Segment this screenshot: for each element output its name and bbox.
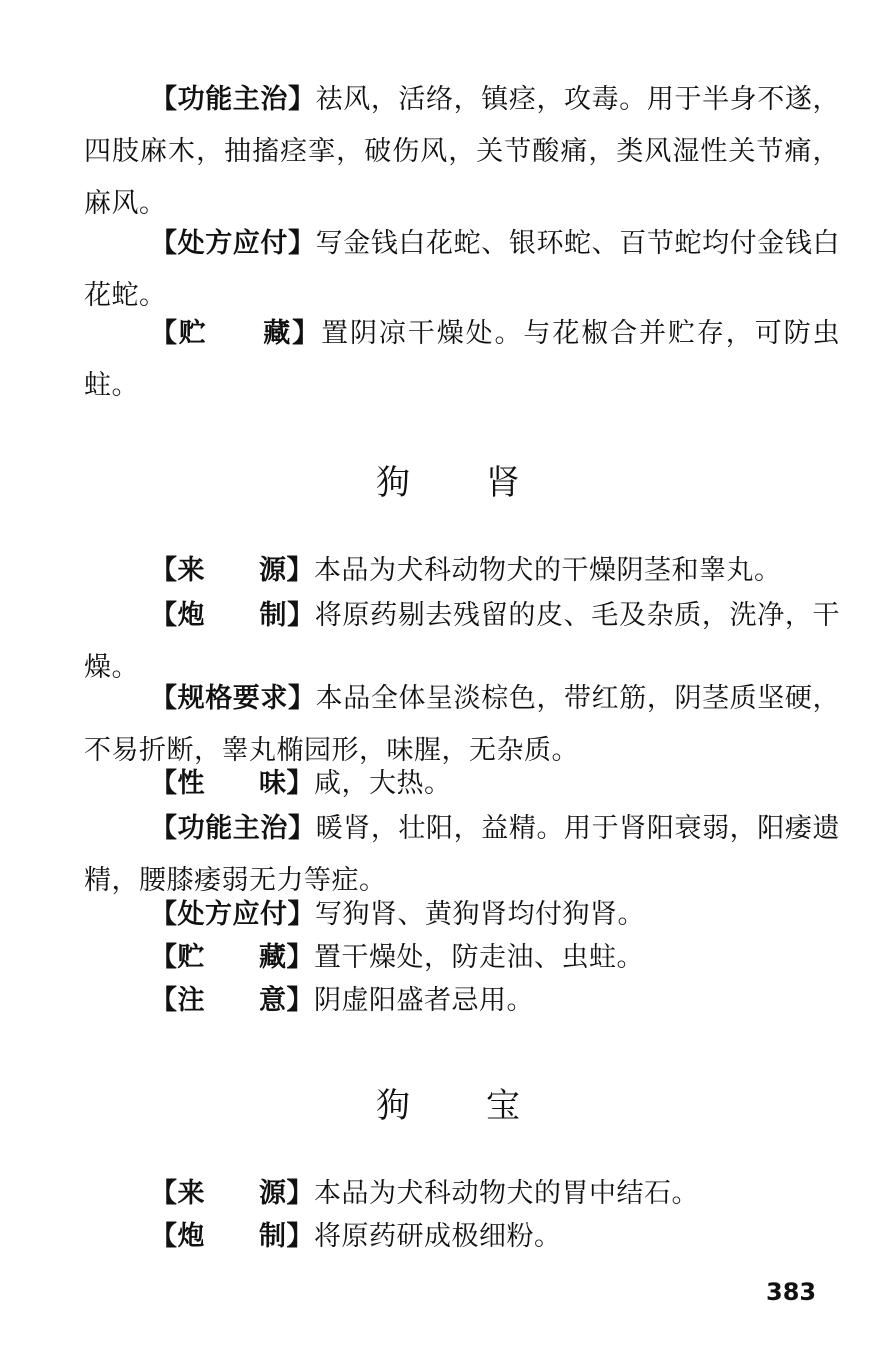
entry-label	[150, 942, 314, 973]
title-char: 狗	[376, 463, 410, 503]
entry-text: 本品全体呈淡棕色，带红筋，阴茎质坚硬，不易折断，睾丸椭园形，味腥，无杂质。	[84, 683, 840, 766]
entry-text: 写金钱白花蛇、银环蛇、百节蛇均付金钱白花蛇。	[84, 228, 840, 311]
label-part: 制】	[259, 600, 315, 631]
entry-label	[150, 768, 314, 799]
label-part: 藏】	[259, 942, 314, 973]
entry-zhuyi	[84, 975, 840, 1027]
section-title-goushen	[0, 455, 896, 504]
label-part: 【来	[150, 1178, 205, 1209]
label-part: 【来	[150, 555, 205, 586]
entry-label	[150, 1221, 314, 1252]
title-char: 狗	[376, 1086, 410, 1126]
entry-text: 写狗肾、黄狗肾均付狗肾。	[315, 899, 645, 930]
label-part: 藏】	[261, 318, 322, 349]
entry-chufang-yingfu	[84, 218, 840, 322]
entry-text: 置阴凉干燥处。与花椒合并贮存，可防虫蛀。	[84, 318, 841, 401]
entry-label	[150, 555, 314, 586]
entry-zhucang	[84, 308, 840, 412]
entry-label: 【功能主治】	[150, 813, 316, 844]
label-part: 【性	[150, 768, 205, 799]
entry-label	[150, 318, 321, 349]
label-part: 【贮	[150, 318, 208, 349]
label-part: 味】	[259, 768, 314, 799]
title-char: 宝	[486, 1086, 520, 1126]
entry-text: 将原药研成极细粉。	[314, 1221, 562, 1252]
entry-label	[150, 600, 315, 631]
entry-text: 祛风，活络，镇痉，攻毒。用于半身不遂，四肢麻木，抽搐痉挛，破伤风，关节酸痛，类风湿性关节痛，麻风。	[84, 84, 840, 219]
entry-text: 本品为犬科动物犬的干燥阴茎和睾丸。	[314, 555, 782, 586]
page-number: 383	[766, 1278, 817, 1306]
entry-label	[150, 1178, 314, 1209]
entry-paozhi	[84, 1211, 840, 1263]
label-part: 制】	[259, 1221, 314, 1252]
entry-label: 【处方应付】	[150, 228, 316, 259]
label-part: 源】	[259, 555, 314, 586]
section-title-goubao	[0, 1078, 896, 1127]
label-part: 源】	[259, 1178, 314, 1209]
entry-text: 咸，大热。	[314, 768, 452, 799]
entry-text: 本品为犬科动物犬的胃中结石。	[314, 1178, 699, 1209]
entry-label: 【规格要求】	[150, 683, 316, 714]
entry-label	[150, 985, 314, 1016]
entry-gongneng-zhuzhi	[84, 74, 840, 230]
label-part: 【炮	[150, 600, 206, 631]
entry-label: 【处方应付】	[150, 899, 315, 930]
entry-text: 阴虚阳盛者忌用。	[314, 985, 534, 1016]
entry-label: 【功能主治】	[150, 84, 316, 115]
label-part: 意】	[259, 985, 314, 1016]
label-part: 【炮	[150, 1221, 205, 1252]
title-char: 肾	[486, 463, 520, 503]
label-part: 【注	[150, 985, 205, 1016]
entry-text: 暖肾，壮阳，益精。用于肾阳衰弱，阳痿遗精，腰膝痿弱无力等症。	[84, 813, 840, 896]
entry-text: 将原药剔去残留的皮、毛及杂质，洗净，干燥。	[84, 600, 841, 683]
entry-text: 置干燥处，防走油、虫蛀。	[314, 942, 644, 973]
label-part: 【贮	[150, 942, 205, 973]
